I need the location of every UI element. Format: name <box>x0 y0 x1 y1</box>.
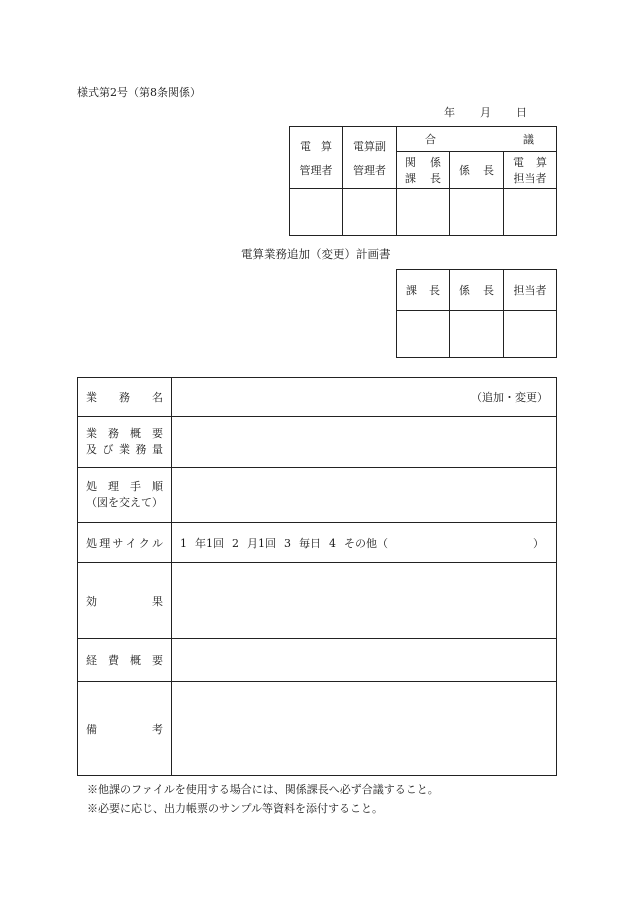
approval2-head-subsection-chief: 係 長 <box>450 270 504 311</box>
cost-field[interactable] <box>172 639 557 682</box>
stamp-box[interactable] <box>290 189 343 236</box>
stamp-box[interactable] <box>450 311 504 358</box>
label-job-summary: 業 務 概 要 及 び 業 務 量 <box>78 417 172 468</box>
document-title: 電算業務追加（変更）計画書 <box>241 247 391 261</box>
procedure-field[interactable] <box>172 468 557 523</box>
approval-sub-it-staff: 電 算 担当者 <box>504 152 557 189</box>
plan-form-table <box>77 377 557 776</box>
stamp-box[interactable] <box>504 311 557 358</box>
note-1: ※他課のファイルを使用する場合には、関係課長へ必ず合議すること。 <box>87 783 439 796</box>
label-procedure: 処 理 手 順 （図を交えて） <box>78 468 172 523</box>
note-2: ※必要に応じ、出力帳票のサンプル等資料を添付すること。 <box>87 802 384 815</box>
approval2-head-staff: 担当者 <box>504 270 557 311</box>
form-number: 様式第2号（第8条関係） <box>77 86 201 99</box>
cycle-options[interactable]: 1 年1回 2 月1回 3 毎日 4 その他（ ） <box>172 523 557 563</box>
stamp-box[interactable] <box>504 189 557 236</box>
approval-sub-subsection-chief: 係 長 <box>450 152 504 189</box>
remarks-field[interactable] <box>172 682 557 776</box>
approval2-head-section-chief: 課 長 <box>397 270 450 311</box>
approval-head-manager: 電 算 管理者 <box>290 127 343 189</box>
label-job-name: 業 務 名 <box>78 378 172 417</box>
label-effect: 効 果 <box>78 563 172 639</box>
stamp-box[interactable] <box>450 189 504 236</box>
stamp-box[interactable] <box>397 311 450 358</box>
label-cost: 経 費 概 要 <box>78 639 172 682</box>
date-month-label: 月 <box>480 106 491 119</box>
stamp-box[interactable] <box>343 189 397 236</box>
date-year-label: 年 <box>444 106 455 119</box>
stamp-box[interactable] <box>397 189 450 236</box>
approval-table <box>289 126 557 236</box>
label-cycle: 処 理 サ イ ク ル <box>78 523 172 563</box>
effect-field[interactable] <box>172 563 557 639</box>
approval-sub-section-chief: 関 係 課 長 <box>397 152 450 189</box>
job-name-field[interactable] <box>172 378 557 417</box>
job-summary-field[interactable] <box>172 417 557 468</box>
label-remarks: 備 考 <box>78 682 172 776</box>
date-day-label: 日 <box>516 106 527 119</box>
add-change-note: （追加・変更） <box>471 391 548 404</box>
approval-table-2 <box>396 269 557 358</box>
approval-head-vice-manager: 電算副 管理者 <box>343 127 397 189</box>
approval-head-consult: 合 議 <box>397 127 557 152</box>
